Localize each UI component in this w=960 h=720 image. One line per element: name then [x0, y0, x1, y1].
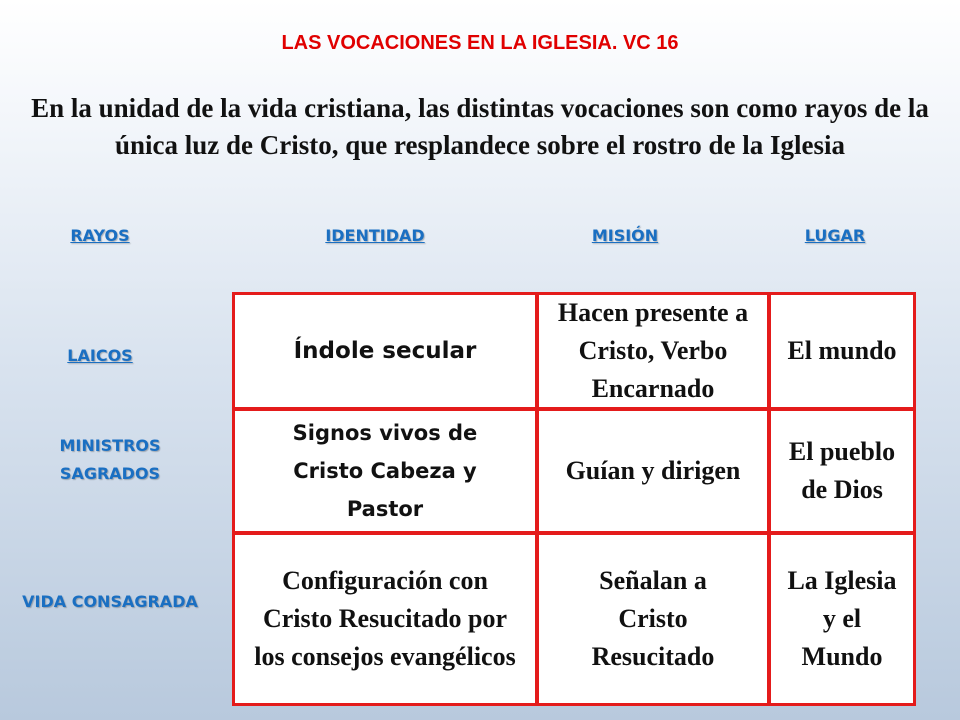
column-header-mision: MISIÓN	[591, 226, 659, 245]
cell-ministros-identidad	[232, 408, 538, 534]
column-header-lugar: LUGAR	[804, 226, 866, 245]
cell-text: Guían y dirigen	[565, 456, 741, 485]
cell-laicos-identidad	[232, 292, 538, 410]
cell-text: La Iglesia y el Mundo	[787, 566, 897, 671]
cell-text: Señalan a Cristo Resucitado	[591, 566, 715, 671]
page-title: LAS VOCACIONES EN LA IGLESIA. VC 16	[281, 32, 679, 54]
cell-text: El pueblo de Dios	[788, 437, 896, 504]
row-header-vida-consagrada: VIDA CONSAGRADA	[22, 592, 198, 611]
cell-text: Índole secular	[293, 338, 477, 364]
cell-ministros-lugar	[768, 408, 916, 534]
cell-text: Configuración con Cristo Resucitado por los consejos evangélicos	[254, 566, 516, 671]
row-header-laicos: LAICOS	[67, 346, 133, 365]
cell-laicos-mision	[536, 292, 770, 410]
cell-ministros-mision	[536, 408, 770, 534]
cell-vida-mision	[536, 532, 770, 706]
intro-paragraph: En la unidad de la vida cristiana, las distintas vocaciones son como rayos de la única luz de Cristo, que resplandece sobre el rostro de la Iglesia	[31, 93, 929, 160]
cell-text: El mundo	[787, 336, 897, 365]
cell-text: Hacen presente a Cristo, Verbo Encarnado	[557, 298, 749, 403]
cell-laicos-lugar	[768, 292, 916, 410]
cell-vida-lugar	[768, 532, 916, 706]
column-header-rayos: RAYOS	[70, 226, 130, 245]
row-header-ministros-sagrados: MINISTROS SAGRADOS	[59, 436, 161, 483]
column-header-identidad: IDENTIDAD	[325, 226, 425, 245]
cell-text: Signos vivos de Cristo Cabeza y Pastor	[292, 421, 478, 521]
cell-vida-identidad	[232, 532, 538, 706]
